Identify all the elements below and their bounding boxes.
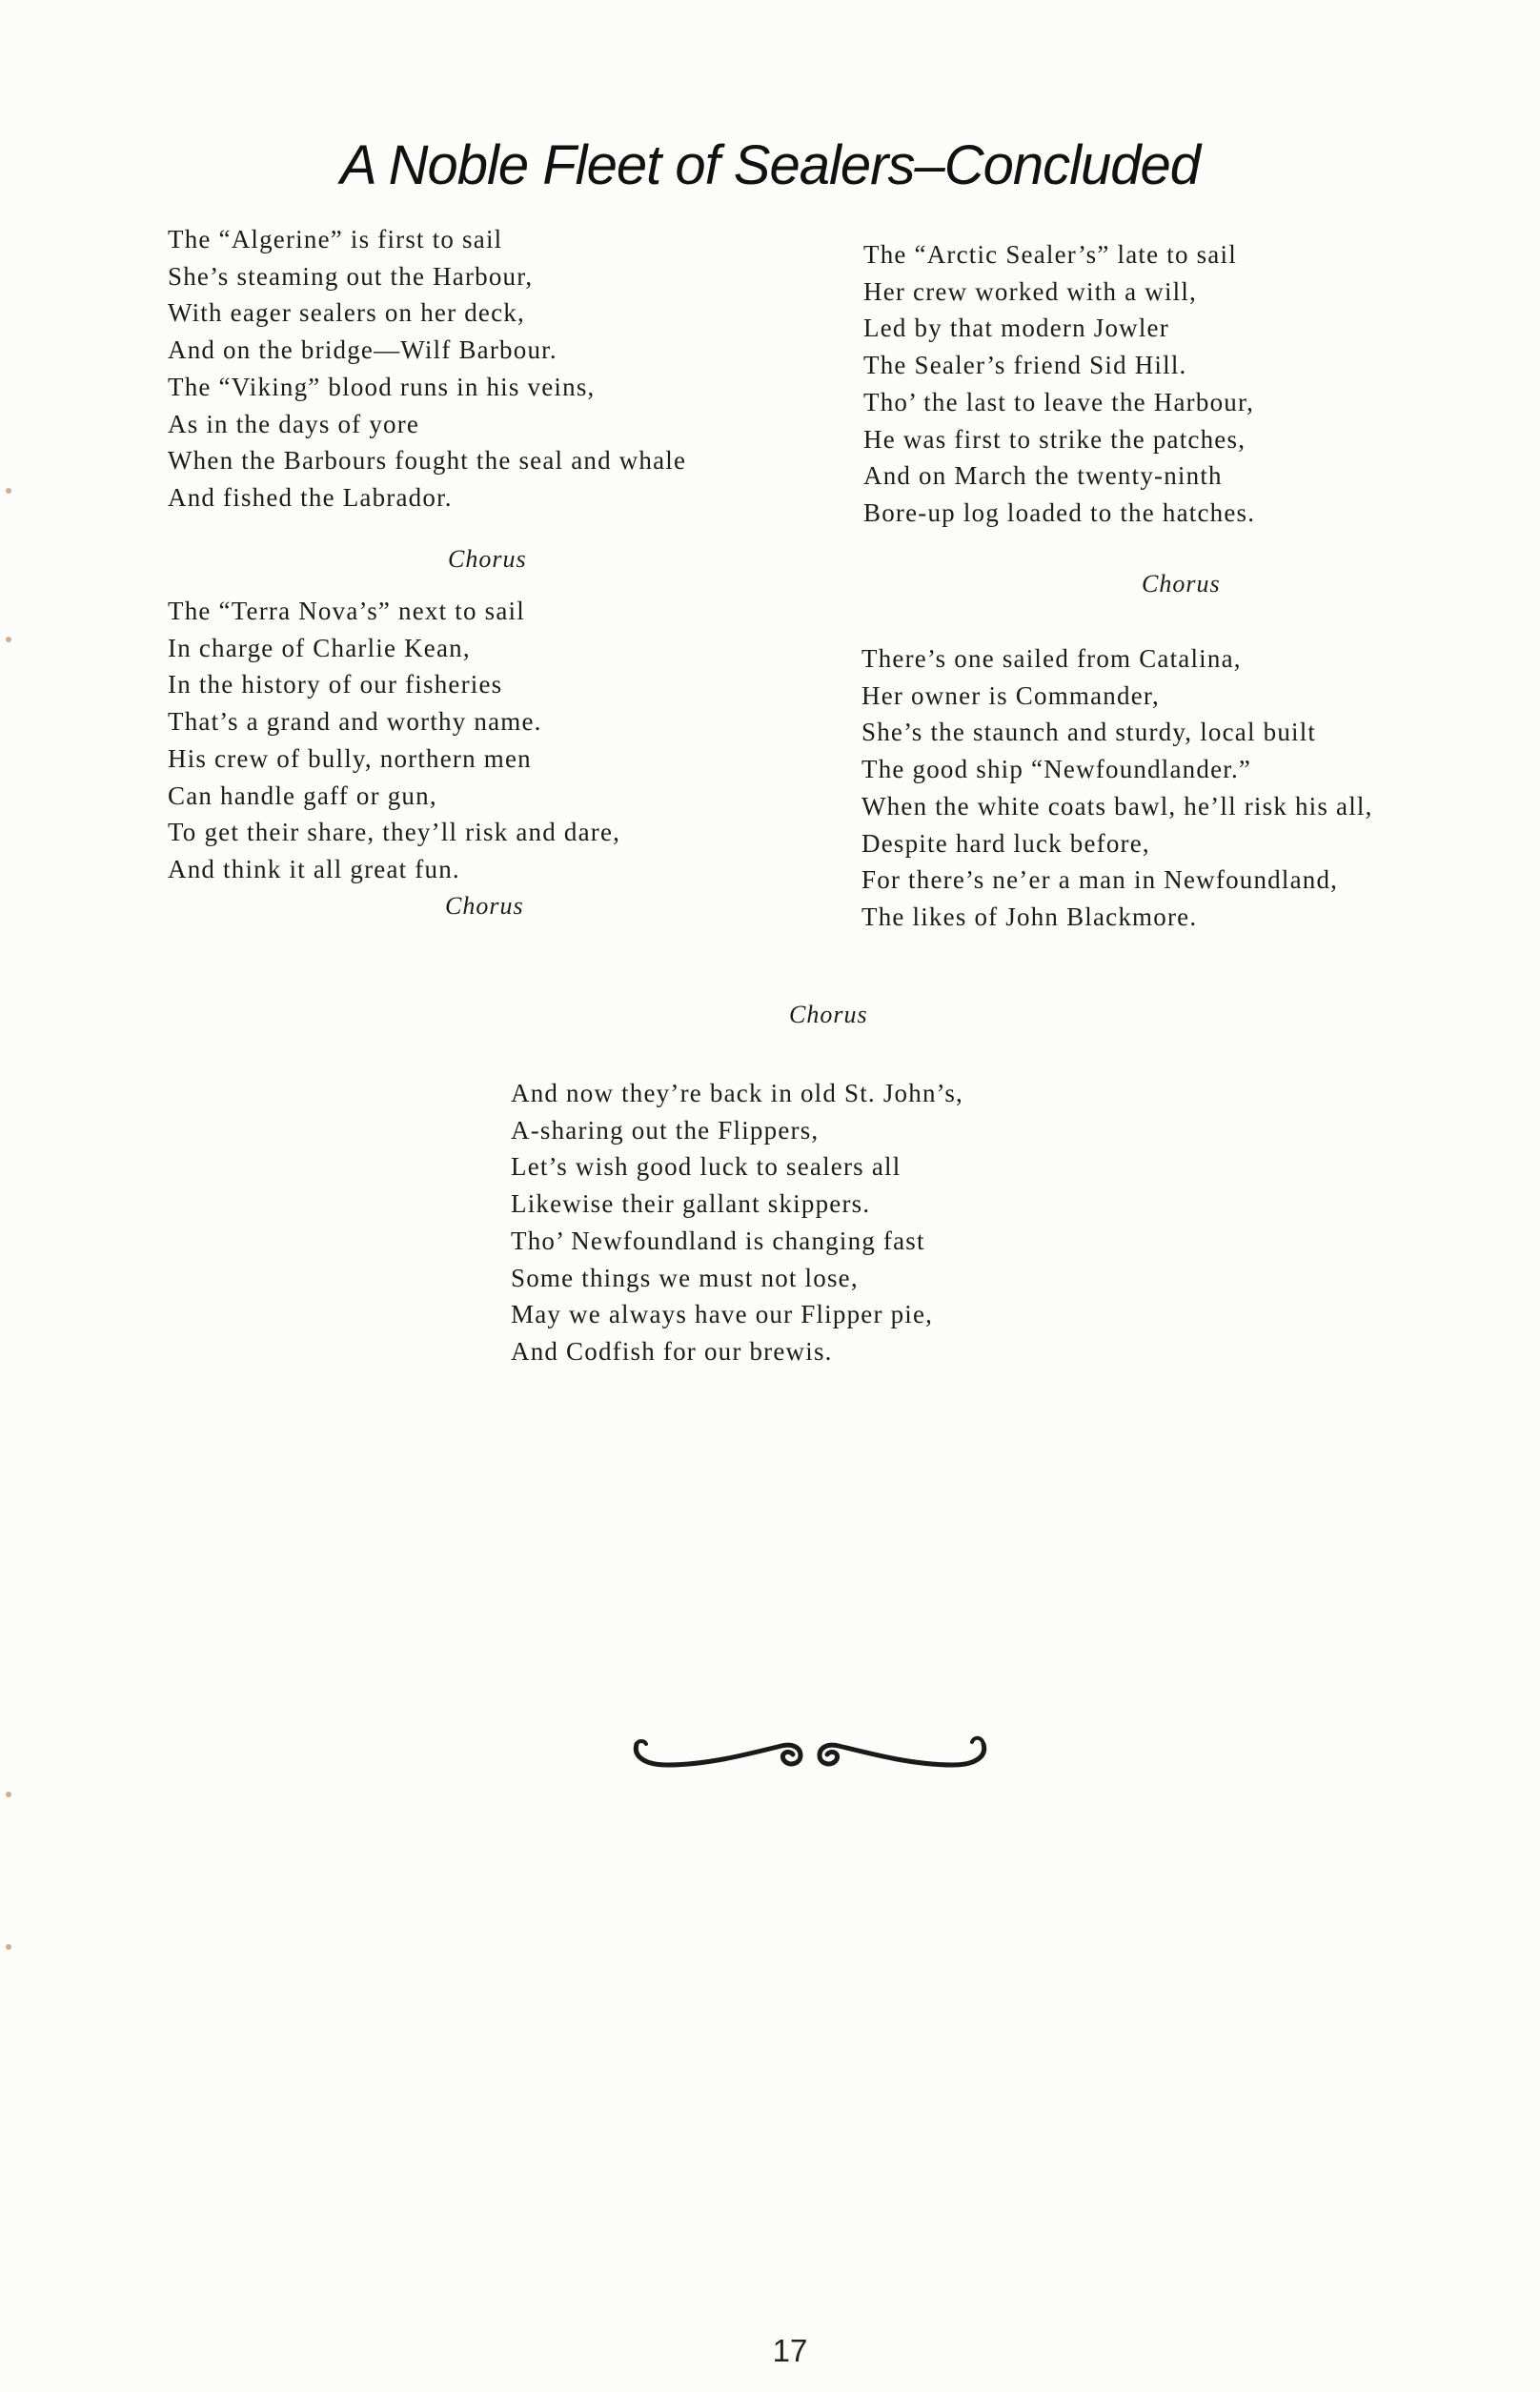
verse-line: When the Barbours fought the seal and whale bbox=[168, 446, 687, 476]
edge-mark bbox=[6, 637, 11, 642]
verse-line: And now they’re back in old St. John’s, bbox=[511, 1079, 964, 1107]
verse-line: There’s one sailed from Catalina, bbox=[861, 644, 1242, 673]
page-number: 17 bbox=[772, 2333, 808, 2368]
verse-line: And fished the Labrador. bbox=[168, 482, 453, 512]
chorus-label: Chorus bbox=[1142, 570, 1221, 598]
verse-terra-nova bbox=[168, 593, 620, 888]
verse-line: And think it all great fun. bbox=[168, 854, 460, 883]
verse-line: And on the bridge—Wilf Barbour. bbox=[168, 335, 557, 365]
verse-line: Tho’ Newfoundland is changing fast bbox=[511, 1226, 925, 1255]
verse-line: The “Terra Nova’s” next to sail bbox=[168, 597, 525, 625]
verse-line: Tho’ the last to leave the Harbour, bbox=[863, 387, 1255, 416]
verse-line: With eager sealers on her deck, bbox=[168, 298, 525, 328]
verse-line: The likes of John Blackmore. bbox=[861, 902, 1198, 931]
verse-line: He was first to strike the patches, bbox=[863, 424, 1246, 454]
scroll-flourish-icon bbox=[629, 1723, 991, 1790]
verse-line: The good ship “Newfoundlander.” bbox=[861, 755, 1252, 784]
verse-newfoundlander bbox=[861, 640, 1373, 936]
verse-line: In charge of Charlie Kean, bbox=[168, 633, 471, 662]
verse-line: The “Algerine” is first to sail bbox=[168, 225, 503, 253]
verse-line: Let’s wish good luck to sealers all bbox=[511, 1152, 902, 1182]
verse-arctic-sealer bbox=[863, 236, 1255, 532]
verse-line: May we always have our Flipper pie, bbox=[511, 1300, 934, 1329]
verse-line: Some things we must not lose, bbox=[511, 1263, 859, 1292]
verse-line: Despite hard luck before, bbox=[861, 828, 1150, 858]
verse-st-johns bbox=[511, 1075, 963, 1370]
verse-line: The Sealer’s friend Sid Hill. bbox=[863, 351, 1187, 380]
verse-line: And Codfish for our brewis. bbox=[511, 1336, 833, 1366]
chorus-label: Chorus bbox=[448, 545, 527, 573]
verse-line: Can handle gaff or gun, bbox=[168, 780, 437, 810]
verse-line: As in the days of yore bbox=[168, 409, 420, 438]
page-title: A Noble Fleet of Sealers–Concluded bbox=[339, 134, 1201, 196]
verse-line: She’s the staunch and sturdy, local built bbox=[861, 718, 1317, 747]
verse-line: In the history of our fisheries bbox=[168, 670, 503, 699]
verse-line: And on March the twenty-ninth bbox=[863, 461, 1223, 491]
verse-line: Her crew worked with a will, bbox=[863, 276, 1197, 306]
verse-line: For there’s ne’er a man in Newfoundland, bbox=[861, 865, 1339, 895]
verse-line: When the white coats bawl, he’ll risk his all, bbox=[861, 791, 1373, 821]
edge-mark bbox=[6, 488, 11, 494]
chorus-label: Chorus bbox=[445, 892, 524, 920]
verse-algerine bbox=[168, 221, 686, 517]
edge-mark bbox=[6, 1792, 11, 1797]
verse-line: Her owner is Commander, bbox=[861, 680, 1160, 710]
verse-line: To get their share, they’ll risk and dare, bbox=[168, 818, 621, 847]
verse-line: Likewise their gallant skippers. bbox=[511, 1189, 871, 1219]
verse-line: She’s steaming out the Harbour, bbox=[168, 261, 534, 291]
verse-line: Led by that modern Jowler bbox=[863, 314, 1169, 343]
verse-line: His crew of bully, northern men bbox=[168, 743, 532, 773]
verse-line: The “Arctic Sealer’s” late to sail bbox=[863, 240, 1237, 269]
verse-line: That’s a grand and worthy name. bbox=[168, 707, 542, 737]
chorus-label: Chorus bbox=[789, 1001, 868, 1028]
verse-line: Bore-up log loaded to the hatches. bbox=[863, 497, 1256, 527]
verse-line: The “Viking” blood runs in his veins, bbox=[168, 372, 596, 401]
verse-line: A-sharing out the Flippers, bbox=[511, 1115, 820, 1145]
edge-mark bbox=[6, 1944, 11, 1950]
